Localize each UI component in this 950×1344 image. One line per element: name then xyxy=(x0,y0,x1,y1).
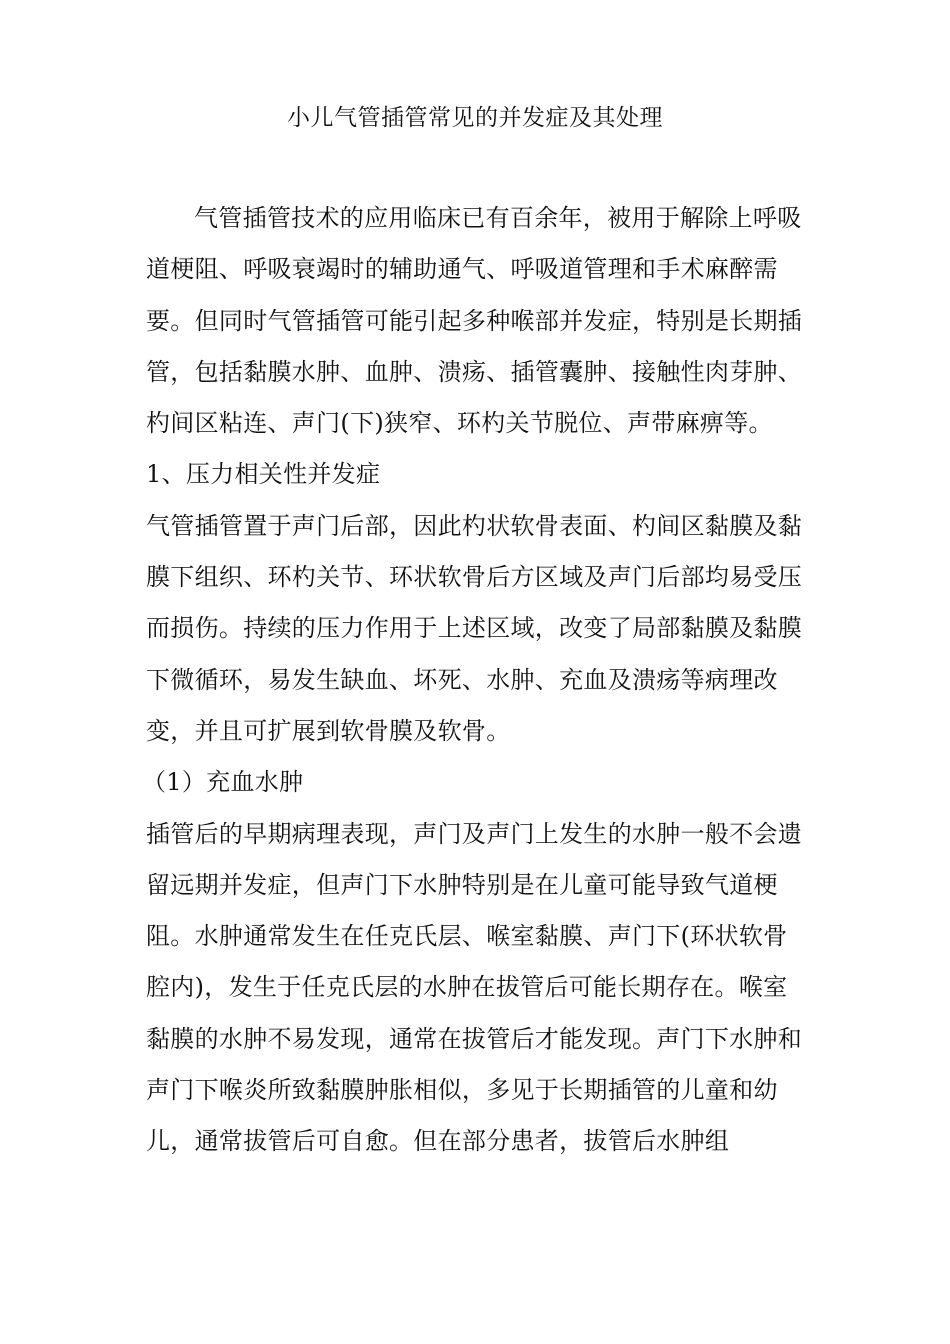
subsection-1-heading: （1）充血水肿 xyxy=(142,768,304,797)
section-1-paragraph: 气管插管置于声门后部，因此杓状软骨表面、杓间区黏膜及黏膜下组织、环杓关节、环状软骨后方区域及声门后部均易受压而损伤。持续的压力作用于上述区域，改变了局部黏膜及黏膜下微循环，易发生缺血、坏死、水肿、充血及溃疡等病理改变，并且可扩展到软骨膜及软骨。 xyxy=(146,511,803,745)
document-title: 小儿气管插管常见的并发症及其处理 xyxy=(287,105,663,131)
section-1-heading: 1、压力相关性并发症 xyxy=(146,460,381,489)
document-body xyxy=(142,193,806,1168)
subsection-1-paragraph: 插管后的早期病理表现，声门及声门上发生的水肿一般不会遗留远期并发症，但声门下水肿特别是在儿童可能导致气道梗阻。水肿通常发生在任克氏层、喉室黏膜、声门下(环状软骨腔内)，发生于任克氏层的水肿在拔管后可能长期存在。喉室黏膜的水肿不易发现，通常在拔管后才能发现。声门下水肿和声门下喉炎所致黏膜肿胀相似，多见于长期插管的儿童和幼儿，通常拔管后可自愈。但在部分患者，拔管后水肿组 xyxy=(146,819,803,1156)
intro-paragraph: 气管插管技术的应用临床已有百余年，被用于解除上呼吸道梗阻、呼吸衰竭时的辅助通气、呼吸道管理和手术麻醉需要。但同时气管插管可能引起多种喉部并发症，特别是长期插管，包括黏膜水肿、血肿、溃疡、插管囊肿、接触性肉芽肿、杓间区粘连、声门(下)狭窄、环杓关节脱位、声带麻痹等。 xyxy=(146,204,803,438)
